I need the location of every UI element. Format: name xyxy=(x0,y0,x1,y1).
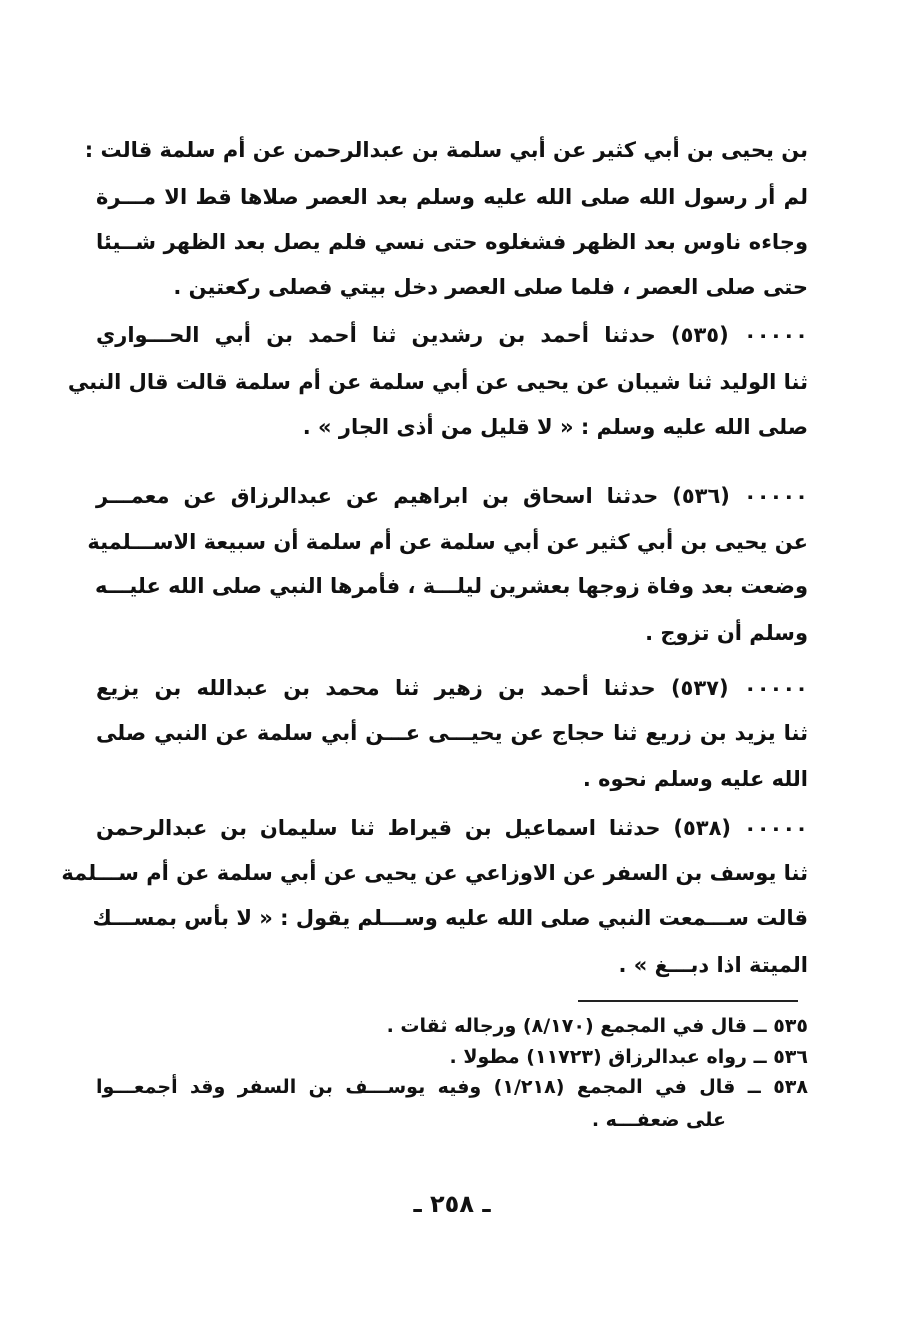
paragraph-5-line-1: ۰۰۰۰۰ (٥٣٨) حدثنا اسماعيل بن قيراط ثنا سليمان بن عبدالرحمن xyxy=(96,816,808,840)
paragraph-4-line-3: الله عليه وسلم نحوه . xyxy=(582,767,808,791)
paragraph-1-line-3: وجاءه ناوس بعد الظهر فشغلوه حتى نسي فلم يصل بعد الظهر شــيئا xyxy=(96,230,808,254)
footnote-535: ٥٣٥ ــ قال في المجمع (٨/١٧٠) ورجاله ثقات . xyxy=(386,1015,808,1037)
paragraph-1-line-2: لم أر رسول الله صلى الله عليه وسلم بعد العصر صلاها قط الا مـــرة xyxy=(96,185,808,209)
footnote-separator xyxy=(578,1000,798,1002)
paragraph-1-line-4: حتى صلى العصر ، فلما صلى العصر دخل بيتي فصلى ركعتين . xyxy=(173,275,808,299)
paragraph-3-line-3: وضعت بعد وفاة زوجها بعشرين ليلـــة ، فأمرها النبي صلى الله عليـــه xyxy=(95,574,808,598)
paragraph-1-line-1: بن يحيى بن أبي كثير عن أبي سلمة بن عبدالرحمن عن أم سلمة قالت : xyxy=(84,138,808,162)
paragraph-4-line-2: ثنا يزيد بن زريع ثنا حجاج عن يحيـــى عـــن أبي سلمة عن النبي صلى xyxy=(96,721,808,745)
paragraph-2-line-3: صلى الله عليه وسلم : « لا قليل من أذى الجار » . xyxy=(302,415,808,439)
paragraph-4-line-1: ۰۰۰۰۰ (٥٣٧) حدثنا أحمد بن زهير ثنا محمد بن عبدالله بن يزيع xyxy=(96,676,808,700)
paragraph-5-line-3: قالت ســـمعت النبي صلى الله عليه وســـلم يقول : « لا بأس بمســـك xyxy=(92,906,808,930)
page-number: ـ ٢٥٨ ـ xyxy=(413,1190,491,1218)
footnote-538-continuation: على ضعفـــه . xyxy=(591,1109,726,1131)
paragraph-5-line-4: الميتة اذا دبـــغ » . xyxy=(618,953,808,977)
paragraph-5-line-2: ثنا يوسف بن السفر عن الاوزاعي عن يحيى عن أبي سلمة عن أم ســـلمة xyxy=(61,861,808,885)
footnote-538: ٥٣٨ ــ قال في المجمع (١/٢١٨) وفيه يوســـف بن السفر وقد أجمعـــوا xyxy=(96,1076,808,1098)
paragraph-2-line-1: ۰۰۰۰۰ (٥٣٥) حدثنا أحمد بن رشدين ثنا أحمد بن أبي الحـــواري xyxy=(96,323,808,347)
paragraph-3-line-1: ۰۰۰۰۰ (٥٣٦) حدثنا اسحاق بن ابراهيم عن عبدالرزاق عن معمـــر xyxy=(96,484,808,508)
paragraph-3-line-2: عن يحيى بن أبي كثير عن أبي سلمة عن أم سلمة أن سبيعة الاســـلمية xyxy=(87,530,808,554)
paragraph-3-line-4: وسلم أن تزوج . xyxy=(645,621,808,645)
paragraph-2-line-2: ثنا الوليد ثنا شيبان عن يحيى عن أبي سلمة عن أم سلمة قالت قال النبي xyxy=(67,370,808,394)
footnote-536: ٥٣٦ ــ رواه عبدالرزاق (١١٧٢٣) مطولا . xyxy=(449,1046,808,1068)
